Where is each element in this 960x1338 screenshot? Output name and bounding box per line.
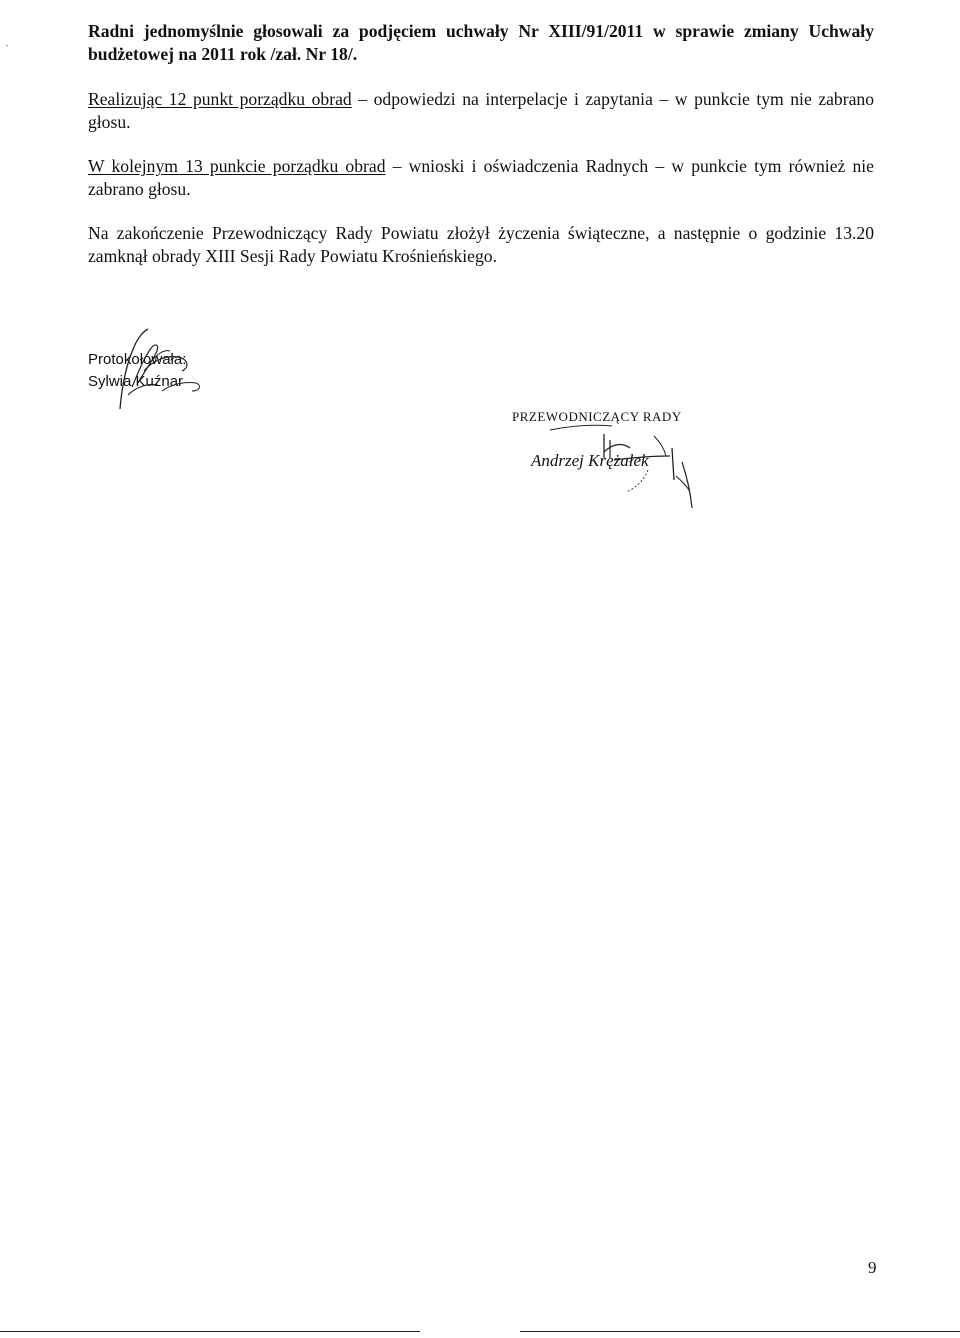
- closing-paragraph: Na zakończenie Przewodniczący Rady Powiatu złożył życzenia świąteczne, a następnie o godzinie 13.20 zamknął obrady XIII Sesji Rady Powiatu Krośnieńskiego.: [88, 223, 874, 266]
- recorder-signature-block: [88, 349, 186, 393]
- page-number: 9: [868, 1258, 877, 1277]
- footer-rule-right: [520, 1331, 960, 1332]
- point-12-text: – odpowiedzi na interpelacje i zapytania – w punkcie tym nie zabrano głosu.: [88, 89, 874, 132]
- chairman-name: Andrzej Krężałek: [531, 451, 649, 470]
- chairman-title: PRZEWODNICZĄCY RADY: [512, 409, 682, 424]
- point-13-heading: W kolejnym 13 punkcie porządku obrad: [88, 156, 386, 176]
- recorder-label: Protokołowała:: [88, 351, 187, 368]
- point-12-paragraph: [88, 88, 874, 134]
- point-13-text: – wnioski i oświadczenia Radnych – w punkcie tym również nie zabrano głosu.: [88, 156, 874, 199]
- scan-artifact-mark: `: [5, 42, 9, 56]
- point-12-heading: Realizując 12 punkt porządku obrad: [88, 89, 352, 109]
- point-13-paragraph: [88, 155, 874, 201]
- resolution-paragraph: Radni jednomyślnie głosowali za podjęciem uchwały Nr XIII/91/2011 w sprawie zmiany Uchwały budżetowej na 2011 rok /zał. Nr 18/.: [88, 21, 874, 64]
- chairman-signature-block: [512, 409, 752, 470]
- recorder-name: Sylwia Kuźnar: [88, 373, 184, 390]
- footer-rule-left: [0, 1331, 420, 1332]
